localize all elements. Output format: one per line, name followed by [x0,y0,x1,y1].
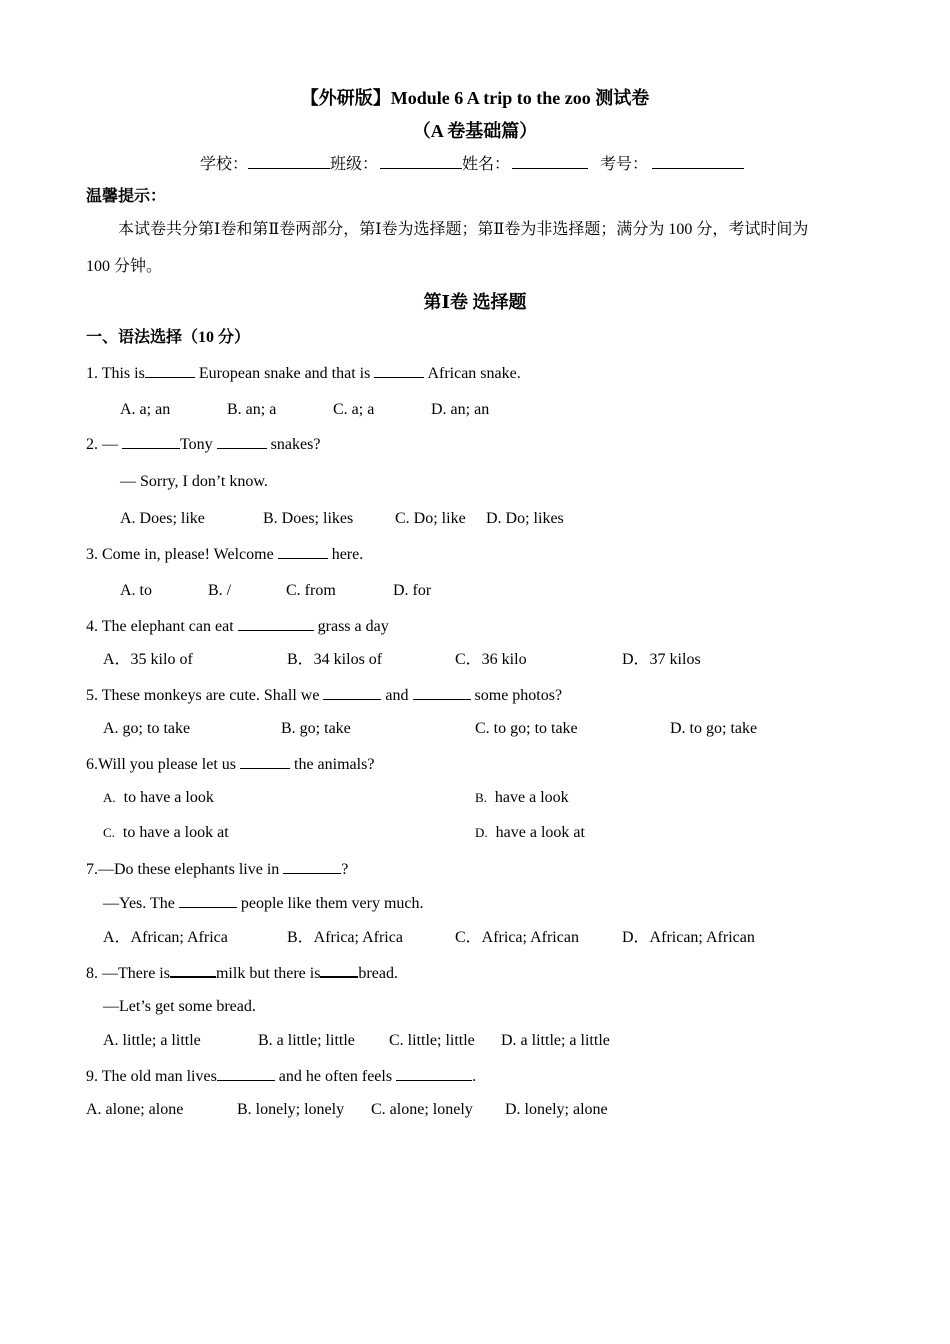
question-8: 8. —There is milk but there is bread. [86,962,398,984]
q3-option-b[interactable]: B. / [208,582,232,599]
question-4: 4. The elephant can eat grass a day [86,618,389,635]
blank [145,363,195,378]
blank [170,962,216,978]
q2-reply: — Sorry, I don’t know. [120,473,268,490]
part1-title: 第Ⅰ卷 选择题 [423,292,527,312]
question-7: 7.—Do these elephants live in ? [86,861,349,878]
blank [217,1066,275,1081]
q6-option-d[interactable]: D. have a look at [475,824,585,841]
name-label: 姓名： [462,156,511,173]
id-label: 考号： [600,156,649,173]
blank [323,685,381,700]
q8-reply: —Let’s get some bread. [103,998,256,1015]
q5-option-a[interactable]: A. go; to take [103,720,191,737]
q9-option-c[interactable]: C. alone; lonely [371,1101,473,1118]
question-1: 1. This is European snake and that is African snake. [86,365,521,382]
blank [278,544,328,559]
q1-option-b[interactable]: B. an; a [227,401,277,418]
blank [320,962,358,978]
school-label: 学校： [200,156,249,173]
q8-option-a[interactable]: A. little; a little [103,1032,201,1049]
question-5: 5. These monkeys are cute. Shall we and some photos? [86,687,563,704]
q9-option-d[interactable]: D. lonely; alone [505,1101,608,1118]
q4-option-d[interactable]: D．37 kilos [622,651,701,668]
question-9: 9. The old man lives and he often feels . [86,1068,477,1085]
school-blank [248,154,330,169]
blank [238,616,314,631]
q9-option-a[interactable]: A. alone; alone [86,1101,184,1118]
q2-option-b[interactable]: B. Does; likes [263,510,354,527]
exam-title: 【外研版】Module 6 A trip to the zoo 测试卷 [300,88,650,108]
q8-option-b[interactable]: B. a little; little [258,1032,355,1049]
q2-option-c[interactable]: C. Do; like [395,510,466,527]
blank [396,1066,472,1081]
class-blank [380,154,462,169]
notice-label: 温馨提示： [86,188,167,205]
q7-option-b[interactable]: B．Africa; Africa [287,929,403,946]
q8-option-d[interactable]: D. a little; a little [501,1032,610,1049]
q5-option-d[interactable]: D. to go; take [670,720,758,737]
blank [413,685,471,700]
q1-option-c[interactable]: C. a; a [333,401,375,418]
blank [240,754,290,769]
blank [217,434,267,449]
q4-option-c[interactable]: C．36 kilo [455,651,527,668]
blank [122,434,180,449]
q7-reply: —Yes. The people like them very much. [103,895,424,912]
blank [283,859,341,874]
q8-option-c[interactable]: C. little; little [389,1032,475,1049]
blank [374,363,424,378]
student-info-line [200,154,744,175]
exam-subtitle: （A 卷基础篇） [412,121,538,141]
name-blank [512,154,588,169]
q3-option-c[interactable]: C. from [286,582,336,599]
q9-option-b[interactable]: B. lonely; lonely [237,1101,345,1118]
q1-option-d[interactable]: D. an; an [431,401,490,418]
q3-option-d[interactable]: D. for [393,582,432,599]
q7-option-c[interactable]: C．Africa; African [455,929,579,946]
section-title: 一、语法选择（10 分） [86,329,251,346]
question-6: 6.Will you please let us the animals? [86,756,375,773]
q3-option-a[interactable]: A. to [120,582,152,599]
blank [179,893,237,908]
q6-option-a[interactable]: A. to have a look [103,789,214,806]
q5-option-c[interactable]: C. to go; to take [475,720,578,737]
q6-option-b[interactable]: B. have a look [475,789,569,806]
q7-option-a[interactable]: A．African; Africa [103,929,228,946]
class-label: 班级： [330,156,379,173]
q1-option-a[interactable]: A. a; an [120,401,171,418]
notice-line-1: 本试卷共分第Ⅰ卷和第Ⅱ卷两部分，第Ⅰ卷为选择题；第Ⅱ卷为非选择题；满分为 100 分，考试时间为 [118,221,809,238]
q7-option-d[interactable]: D．African; African [622,929,755,946]
question-3: 3. Come in, please! Welcome here. [86,546,364,563]
q2-option-a[interactable]: A. Does; like [120,510,205,527]
notice-line-2: 100 分钟。 [86,258,163,275]
id-blank [652,154,744,169]
q4-option-a[interactable]: A．35 kilo of [103,651,193,668]
q4-option-b[interactable]: B．34 kilos of [287,651,383,668]
question-2: 2. — Tony snakes? [86,436,321,453]
q5-option-b[interactable]: B. go; take [281,720,351,737]
q2-option-d[interactable]: D. Do; likes [486,510,564,527]
q6-option-c[interactable]: C. to have a look at [103,824,229,841]
